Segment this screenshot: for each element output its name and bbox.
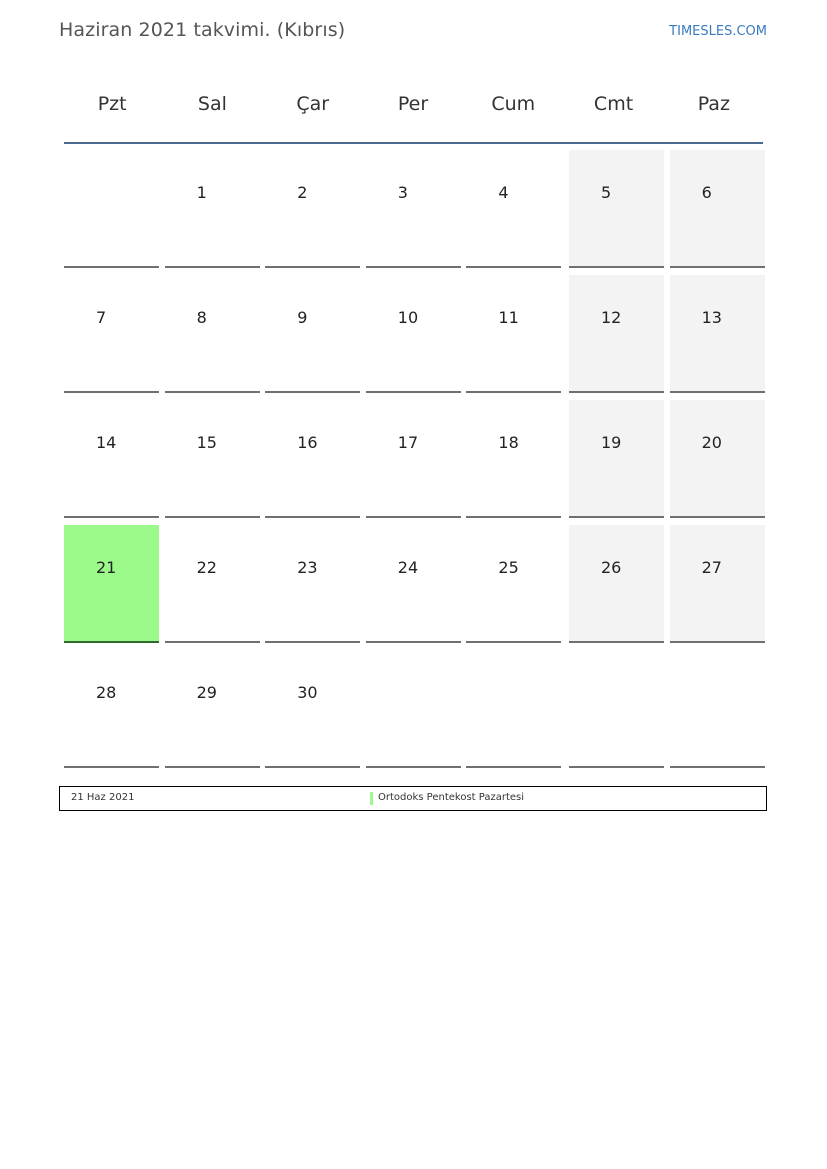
day-number: 15: [196, 433, 217, 452]
calendar-day-cell: [366, 400, 461, 518]
calendar-day-cell: [165, 275, 260, 393]
calendar-cell-empty: [64, 150, 159, 268]
day-number: 28: [96, 683, 117, 702]
holiday-legend: [59, 786, 767, 811]
day-number: 14: [96, 433, 117, 452]
calendar-day-cell: [569, 525, 664, 643]
calendar-day-cell: [366, 525, 461, 643]
calendar-cell-empty: [670, 650, 765, 768]
calendar-day-cell: [64, 275, 159, 393]
weekday-saturday: Cmt: [593, 93, 634, 115]
day-number: 29: [196, 683, 217, 702]
calendar-day-cell: [670, 525, 765, 643]
calendar-day-cell: [670, 150, 765, 268]
calendar-day-cell: [165, 650, 260, 768]
calendar-day-cell: [265, 650, 360, 768]
day-number: 20: [701, 433, 722, 452]
day-number: 13: [701, 308, 722, 327]
calendar-day-cell: [165, 150, 260, 268]
day-number: 18: [498, 433, 519, 452]
day-number: 2: [297, 183, 308, 202]
calendar-day-cell: [265, 525, 360, 643]
brand-link[interactable]: TIMESLES.COM: [669, 24, 767, 39]
weekday-friday: Cum: [491, 93, 536, 115]
day-number: 7: [96, 308, 107, 327]
day-number: 25: [498, 558, 519, 577]
day-number: 3: [397, 183, 408, 202]
weekday-sunday: Paz: [697, 93, 730, 115]
day-number: 16: [297, 433, 318, 452]
day-number: 19: [601, 433, 622, 452]
day-number: 10: [397, 308, 419, 327]
calendar-cell-empty: [569, 650, 664, 768]
calendar-day-cell: [64, 650, 159, 768]
day-number: 26: [601, 558, 622, 577]
calendar-day-cell: [466, 150, 561, 268]
calendar-day-cell: [670, 275, 765, 393]
calendar-day-cell: [670, 400, 765, 518]
calendar-day-cell: [466, 275, 561, 393]
day-number: 11: [498, 308, 519, 327]
legend-color-marker: [370, 792, 373, 805]
calendar-day-cell: [466, 525, 561, 643]
day-number: 4: [498, 183, 509, 202]
calendar-day-cell: [366, 150, 461, 268]
day-number: 30: [297, 683, 318, 702]
weekday-wednesday: Çar: [296, 93, 330, 115]
calendar-day-cell: [265, 400, 360, 518]
day-number: 17: [397, 433, 419, 452]
calendar-day-cell: [64, 400, 159, 518]
weekday-header: [62, 80, 764, 128]
calendar-day-cell: [569, 150, 664, 268]
calendar-cell-empty: [366, 650, 461, 768]
day-number: 21: [96, 558, 117, 577]
calendar-cell-empty: [466, 650, 561, 768]
day-number: 5: [601, 183, 612, 202]
day-number: 1: [196, 183, 207, 202]
calendar-day-cell: [64, 525, 159, 643]
header-divider: [64, 142, 763, 144]
calendar-day-cell: [265, 150, 360, 268]
day-number: 6: [701, 183, 712, 202]
calendar-day-cell: [466, 400, 561, 518]
calendar-day-cell: [569, 275, 664, 393]
weekday-thursday: Per: [397, 93, 429, 115]
day-number: 22: [196, 558, 217, 577]
weekday-tuesday: Sal: [197, 93, 227, 115]
legend-date: 21 Haz 2021: [71, 792, 135, 803]
weekday-monday: Pzt: [97, 93, 127, 115]
page-title: Haziran 2021 takvimi. (Kıbrıs): [59, 19, 346, 41]
legend-holiday-name: Ortodoks Pentekost Pazartesi: [378, 792, 525, 803]
calendar-day-cell: [265, 275, 360, 393]
day-number: 9: [297, 308, 308, 327]
day-number: 24: [397, 558, 419, 577]
day-number: 27: [701, 558, 722, 577]
day-number: 12: [601, 308, 622, 327]
day-number: 23: [297, 558, 318, 577]
calendar-day-cell: [165, 525, 260, 643]
calendar-day-cell: [165, 400, 260, 518]
calendar-day-cell: [569, 400, 664, 518]
calendar-day-cell: [366, 275, 461, 393]
day-number: 8: [196, 308, 207, 327]
